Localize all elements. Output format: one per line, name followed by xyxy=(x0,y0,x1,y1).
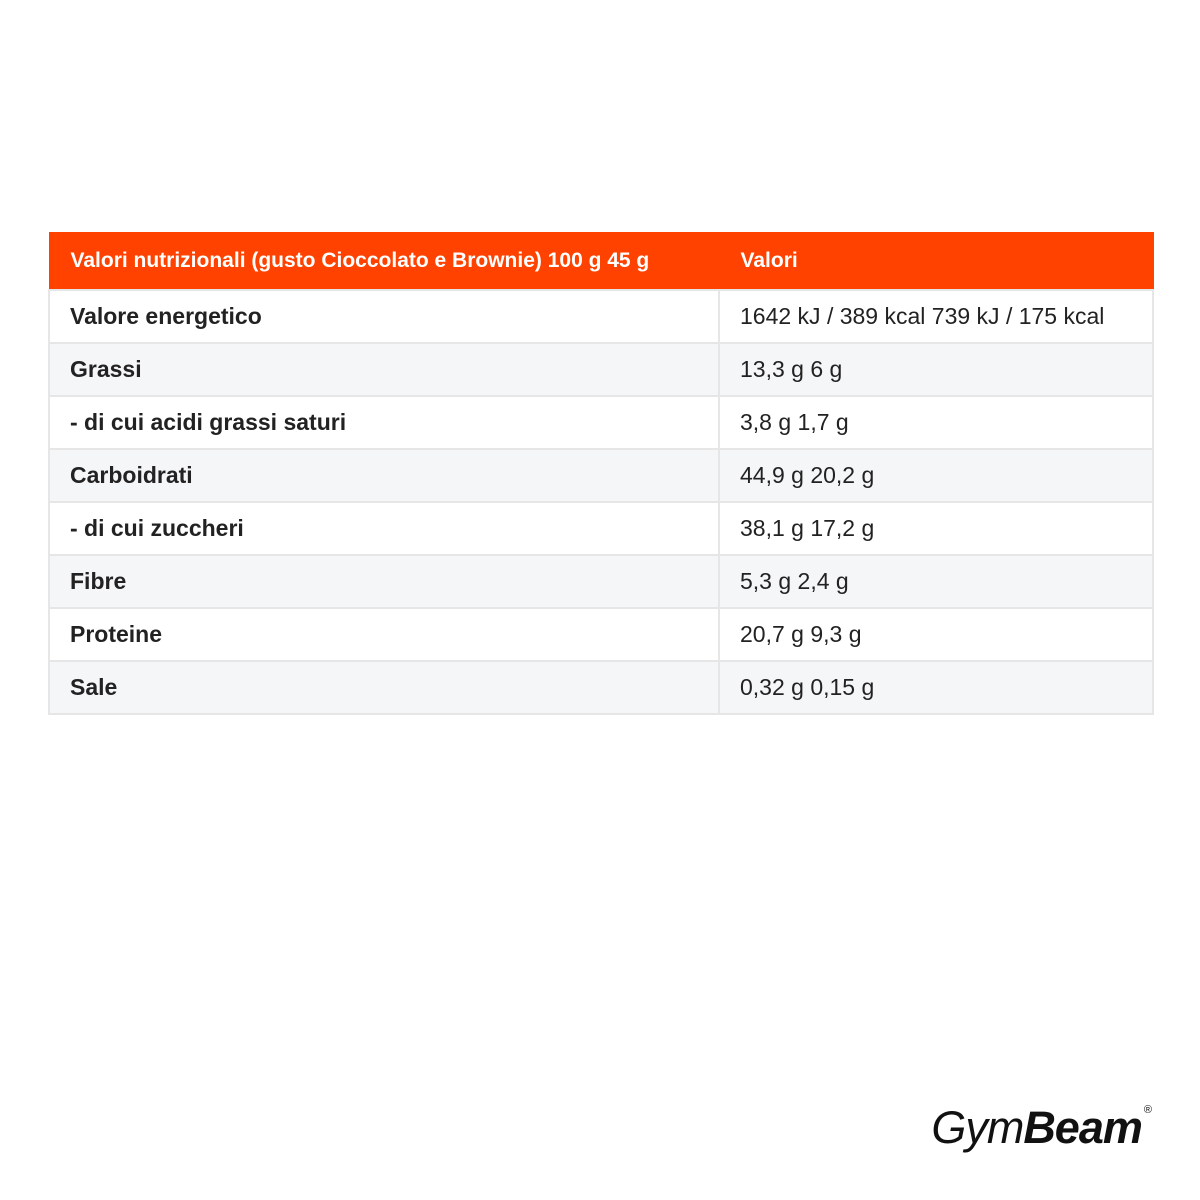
row-name: Proteine xyxy=(49,608,719,661)
row-value: 0,32 g 0,15 g xyxy=(719,661,1153,714)
table-row xyxy=(49,555,1153,608)
table-row xyxy=(49,449,1153,502)
row-value: 3,8 g 1,7 g xyxy=(719,396,1153,449)
row-name: Grassi xyxy=(49,343,719,396)
row-value: 1642 kJ / 389 kcal 739 kJ / 175 kcal xyxy=(719,290,1153,343)
table-header xyxy=(49,233,1153,291)
table-body xyxy=(49,290,1153,714)
registered-mark: ® xyxy=(1143,1104,1152,1116)
table-header-row xyxy=(49,233,1153,291)
row-name: - di cui zuccheri xyxy=(49,502,719,555)
nutrition-table xyxy=(48,232,1154,715)
row-name: - di cui acidi grassi saturi xyxy=(49,396,719,449)
table-row xyxy=(49,396,1153,449)
row-name: Valore energetico xyxy=(49,290,719,343)
table-row xyxy=(49,661,1153,714)
logo-text-gym: Gym xyxy=(931,1102,1024,1153)
row-name: Carboidrati xyxy=(49,449,719,502)
gymbeam-logo xyxy=(931,1102,1152,1158)
row-value: 44,9 g 20,2 g xyxy=(719,449,1153,502)
table-row xyxy=(49,343,1153,396)
table-row xyxy=(49,608,1153,661)
row-value: 20,7 g 9,3 g xyxy=(719,608,1153,661)
header-values: Valori xyxy=(719,233,1153,291)
table-row xyxy=(49,502,1153,555)
table-row xyxy=(49,290,1153,343)
logo-text-beam: Beam xyxy=(1023,1102,1142,1153)
header-nutrition-values: Valori nutrizionali (gusto Cioccolato e Brownie) 100 g 45 g xyxy=(49,233,719,291)
row-value: 38,1 g 17,2 g xyxy=(719,502,1153,555)
row-name: Sale xyxy=(49,661,719,714)
row-name: Fibre xyxy=(49,555,719,608)
row-value: 13,3 g 6 g xyxy=(719,343,1153,396)
row-value: 5,3 g 2,4 g xyxy=(719,555,1153,608)
